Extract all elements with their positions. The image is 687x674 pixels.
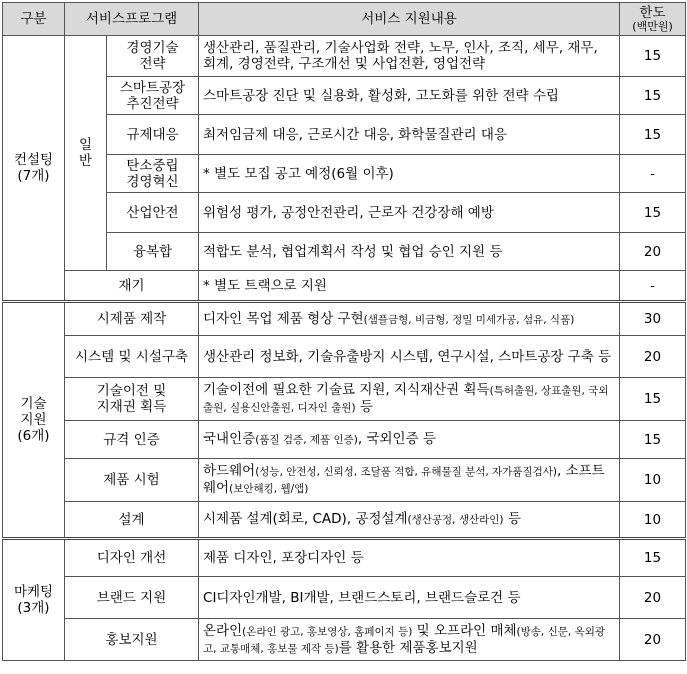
program-name: 경영기술 전략: [107, 36, 199, 77]
program-limit: 30: [620, 302, 686, 336]
program-name: 디자인 개선: [65, 539, 199, 577]
table-row: [3, 502, 686, 539]
program-content: 국내인증(품질 검증, 제품 인증), 국외인증 등: [199, 421, 620, 459]
table-row: [3, 459, 686, 502]
table-row: [3, 302, 686, 336]
program-name: 규제대응: [107, 115, 199, 155]
program-content: 생산관리 정보화, 기술유출방지 시스템, 연구시설, 스마트공장 구축 등: [199, 336, 620, 378]
program-limit: 15: [620, 36, 686, 77]
table-row: [3, 421, 686, 459]
header-category: 구분: [3, 3, 65, 36]
program-name: 시스템 및 시설구축: [65, 336, 199, 378]
program-limit: 15: [620, 77, 686, 115]
program-content: 온라인(온라인 광고, 홍보영상, 홈페이지 등) 및 오프라인 매체(방송, 신문, 옥외광고, 교통매체, 홍보물 제작 등)를 활용한 제품홍보지원: [199, 619, 620, 661]
program-limit: 20: [620, 577, 686, 619]
program-content: CI디자인개발, BI개발, 브랜드스토리, 브랜드슬로건 등: [199, 577, 620, 619]
program-limit: 15: [620, 115, 686, 155]
program-name: 홍보지원: [65, 619, 199, 661]
program-name: 제품 시험: [65, 459, 199, 502]
program-name: 융복합: [107, 233, 199, 271]
program-content: * 별도 모집 공고 예정(6월 이후): [199, 155, 620, 193]
program-limit: 15: [620, 421, 686, 459]
program-content: 최저임금제 대응, 근로시간 대응, 화학물질관리 대응: [199, 115, 620, 155]
program-content: 디자인 목업 제품 형상 구현(샘플금형, 비금형, 정밀 미세가공, 섬유, 식품): [199, 302, 620, 336]
header-content: 서비스 지원내용: [199, 3, 620, 36]
program-content: 생산관리, 품질관리, 기술사업화 전략, 노무, 인사, 조직, 세무, 재무, 회계, 경영전략, 구조개선 및 사업전환, 영업전략: [199, 36, 620, 77]
program-name: 산업안전: [107, 193, 199, 233]
table-row: [3, 336, 686, 378]
category-marketing: 마케팅 (3개): [3, 539, 65, 661]
program-limit: 10: [620, 459, 686, 502]
table-row: [3, 539, 686, 577]
program-limit: 20: [620, 233, 686, 271]
program-content: 적합도 분석, 협업계획서 작성 및 협업 승인 지원 등: [199, 233, 620, 271]
table-row: [3, 577, 686, 619]
program-content: * 별도 트랙으로 지원: [199, 271, 620, 302]
program-limit: 20: [620, 336, 686, 378]
program-name: 재기: [65, 271, 199, 302]
program-limit: 20: [620, 619, 686, 661]
service-table: [2, 2, 686, 661]
category-consulting: 컨설팅 (7개): [3, 36, 65, 302]
program-name: 스마트공장 추진전략: [107, 77, 199, 115]
program-name: 설계: [65, 502, 199, 539]
program-name: 시제품 제작: [65, 302, 199, 336]
header-program: 서비스프로그램: [65, 3, 199, 36]
program-limit: 10: [620, 502, 686, 539]
table-row: [3, 271, 686, 302]
program-limit: 15: [620, 539, 686, 577]
program-name: 탄소중립 경영혁신: [107, 155, 199, 193]
program-content: 스마트공장 진단 및 실용화, 활성화, 고도화를 위한 전략 수립: [199, 77, 620, 115]
program-name: 브랜드 지원: [65, 577, 199, 619]
table-row: [3, 619, 686, 661]
program-content: 하드웨어(성능, 안전성, 신뢰성, 조달품 적합, 유해물질 분석, 자가품질검사), 소프트웨어(보안해킹, 웹/앱): [199, 459, 620, 502]
header-limit: 한도 (백만원): [620, 3, 686, 36]
category-tech: 기술 지원 (6개): [3, 302, 65, 539]
table-row: [3, 378, 686, 421]
table-row: [3, 36, 686, 77]
program-limit: -: [620, 271, 686, 302]
program-name: 규격 인증: [65, 421, 199, 459]
program-content: 제품 디자인, 포장디자인 등: [199, 539, 620, 577]
program-limit: 15: [620, 193, 686, 233]
program-content: 위험성 평가, 공정안전관리, 근로자 건강장해 예방: [199, 193, 620, 233]
program-content: 기술이전에 필요한 기술료 지원, 지식재산권 획득(특허출원, 상표출원, 국외출원, 실용신안출원, 디자인 출원) 등: [199, 378, 620, 421]
program-content: 시제품 설계(회로, CAD), 공정설계(생산공정, 생산라인) 등: [199, 502, 620, 539]
program-limit: 15: [620, 378, 686, 421]
program-limit: -: [620, 155, 686, 193]
subcategory-general: 일 반: [65, 36, 107, 271]
program-name: 기술이전 및 지재권 획득: [65, 378, 199, 421]
header-row: [3, 3, 686, 36]
